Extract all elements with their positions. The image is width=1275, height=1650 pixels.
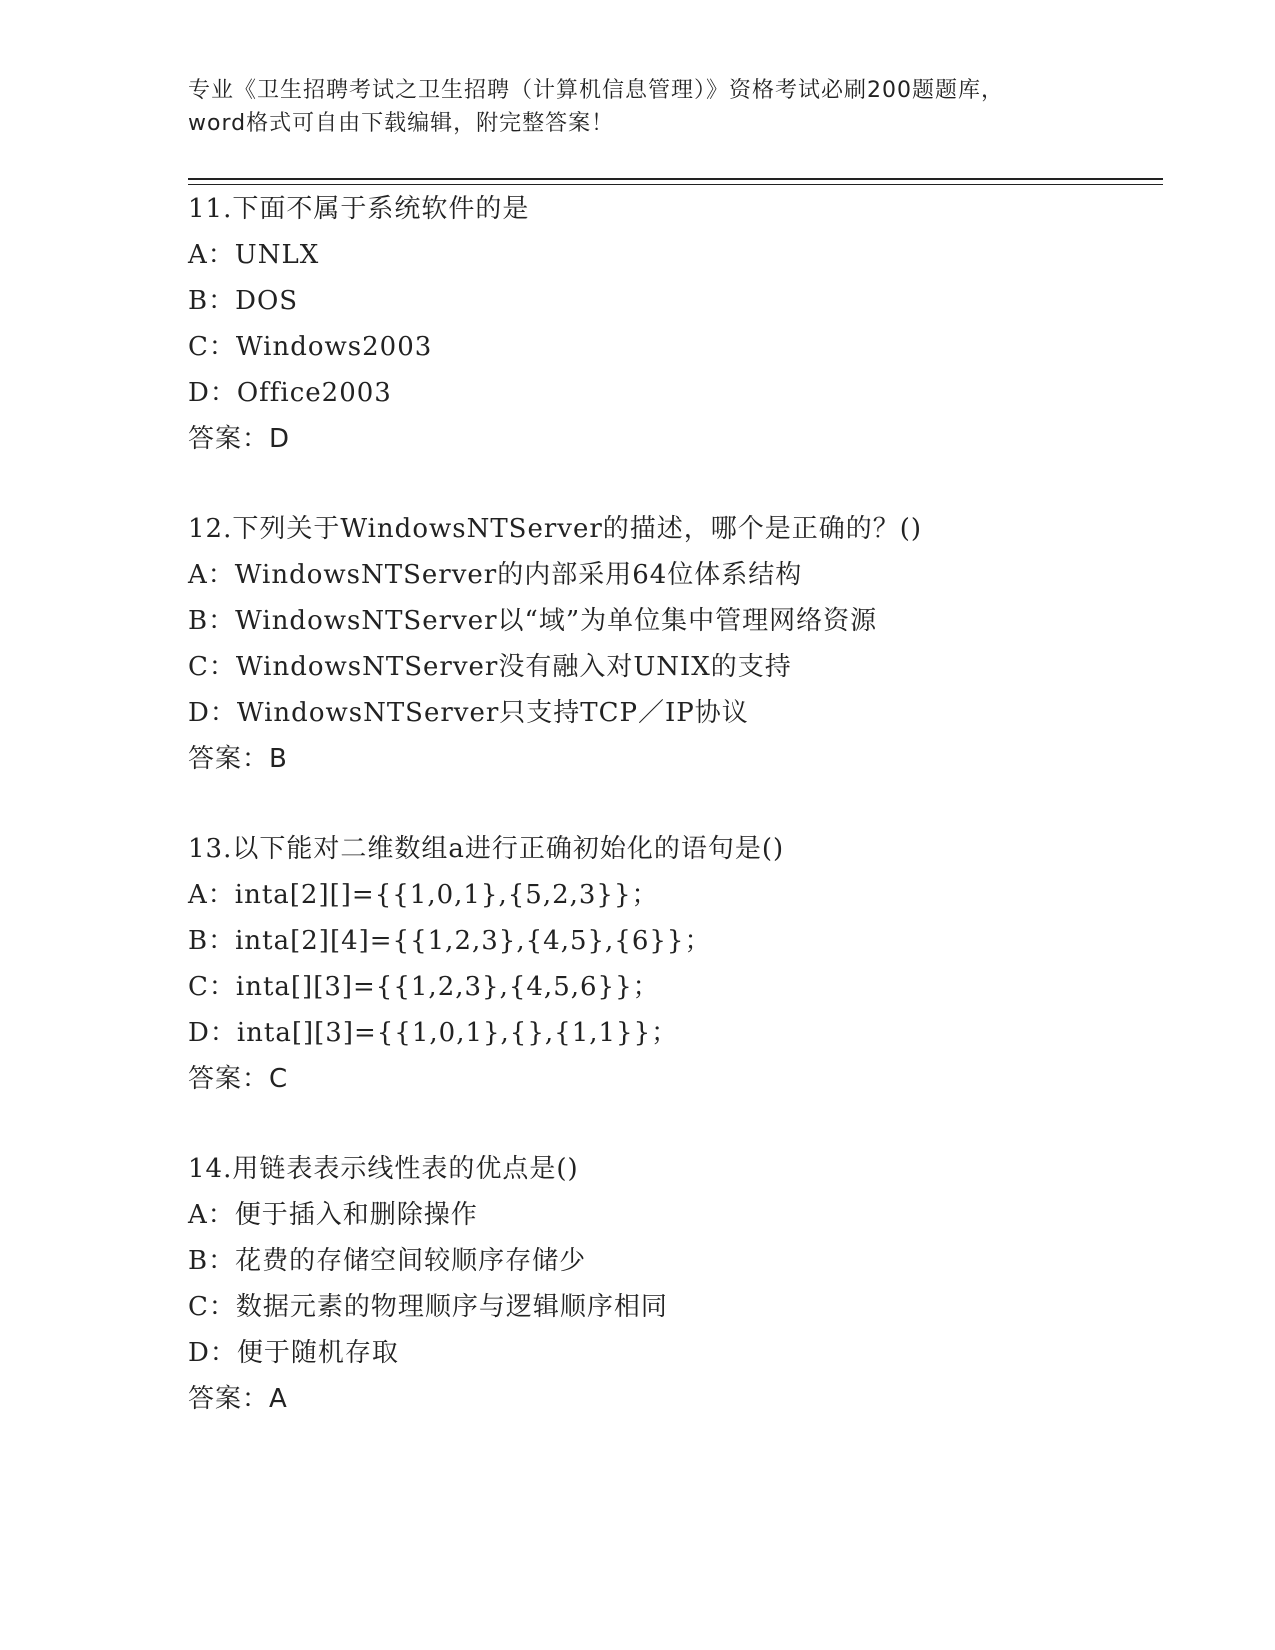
option-a: A：便于插入和删除操作: [188, 1200, 478, 1230]
header-divider-thin: [188, 184, 1163, 185]
answer: 答案：C: [188, 1064, 289, 1094]
option-d: D：inta[][3]={{1,0,1},{},{1,1}}；: [188, 1018, 679, 1048]
option-a: A：WindowsNTServer的内部采用64位体系结构: [188, 560, 803, 590]
option-c: C：Windows2003: [188, 332, 433, 362]
option-d: D：WindowsNTServer只支持TCP／IP协议: [188, 698, 749, 728]
option-b: B：花费的存储空间较顺序存储少: [188, 1246, 587, 1276]
answer: 答案：B: [188, 744, 288, 774]
option-b: B：DOS: [188, 286, 299, 316]
option-d: D：便于随机存取: [188, 1338, 399, 1368]
option-d: D：Office2003: [188, 378, 392, 408]
question-stem: 14.用链表表示线性表的优点是(): [188, 1154, 579, 1184]
answer: 答案：A: [188, 1384, 288, 1414]
option-b: B：inta[2][4]={{1,2,3},{4,5},{6}}；: [188, 926, 712, 956]
answer: 答案：D: [188, 424, 291, 454]
header-divider-thick: [188, 178, 1163, 180]
option-b: B：WindowsNTServer以“域”为单位集中管理网络资源: [188, 606, 878, 636]
question-13: [188, 826, 1168, 1102]
question-stem: 12.下列关于WindowsNTServer的描述，哪个是正确的？(): [188, 514, 923, 544]
option-a: A：inta[2][]={{1,0,1},{5,2,3}}；: [188, 880, 659, 910]
option-c: C：WindowsNTServer没有融入对UNIX的支持: [188, 652, 792, 682]
header-line-2: word格式可自由下载编辑，附完整答案！: [188, 111, 615, 136]
option-c: C：inta[][3]={{1,2,3},{4,5,6}}；: [188, 972, 660, 1002]
option-a: A：UNLX: [188, 240, 320, 270]
option-c: C：数据元素的物理顺序与逻辑顺序相同: [188, 1292, 668, 1322]
question-14: [188, 1146, 1168, 1422]
document-header: [188, 74, 1168, 140]
question-stem: 11.下面不属于系统软件的是: [188, 194, 530, 224]
question-stem: 13.以下能对二维数组a进行正确初始化的语句是(): [188, 834, 785, 864]
question-12: [188, 506, 1168, 782]
header-line-1: 专业《卫生招聘考试之卫生招聘（计算机信息管理）》资格考试必刷200题题库，: [188, 78, 1004, 103]
question-11: [188, 186, 1168, 462]
